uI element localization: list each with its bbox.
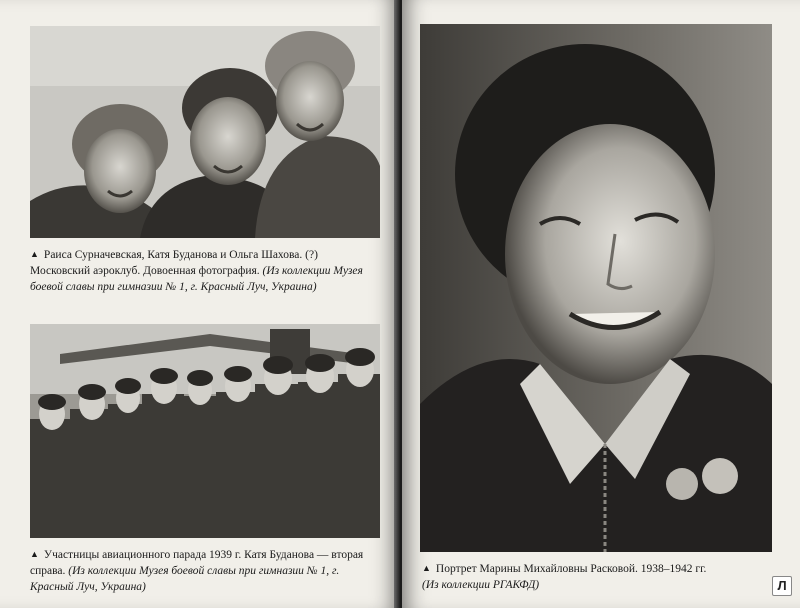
caption-three-women [30,246,380,295]
photo-raskova-portrait [420,24,772,552]
photo-three-women [30,26,380,238]
publisher-logo: Л [772,576,792,596]
caption-credit: (Из коллекции Музея боевой славы при гимназии № 1, г. Красный Луч, Украина) [30,265,363,293]
caption-raskova-portrait [422,560,762,593]
caption-marker-icon: ▲ [30,549,39,559]
right-page [402,0,800,608]
caption-marker-icon: ▲ [422,563,431,573]
caption-marker-icon: ▲ [30,249,39,259]
caption-aviation-parade [30,546,380,595]
caption-credit: (Из коллекции Музея боевой славы при гимназии № 1, г. Красный Луч, Украина) [30,565,340,593]
photo-aviation-parade [30,324,380,538]
left-page [0,0,398,608]
caption-credit: (Из коллекции РГАКФД) [422,579,540,591]
caption-text: Участницы авиационного парада 1939 г. Катя Буданова — вторая справа. [30,549,364,577]
caption-text: Раиса Сурначевская, Катя Буданова и Ольга Шахова. (?) Московский аэроклуб. Довоенная фотография. [30,249,318,277]
caption-text: Портрет Марины Михайловны Расковой. 1938–1942 гг. [435,563,707,575]
